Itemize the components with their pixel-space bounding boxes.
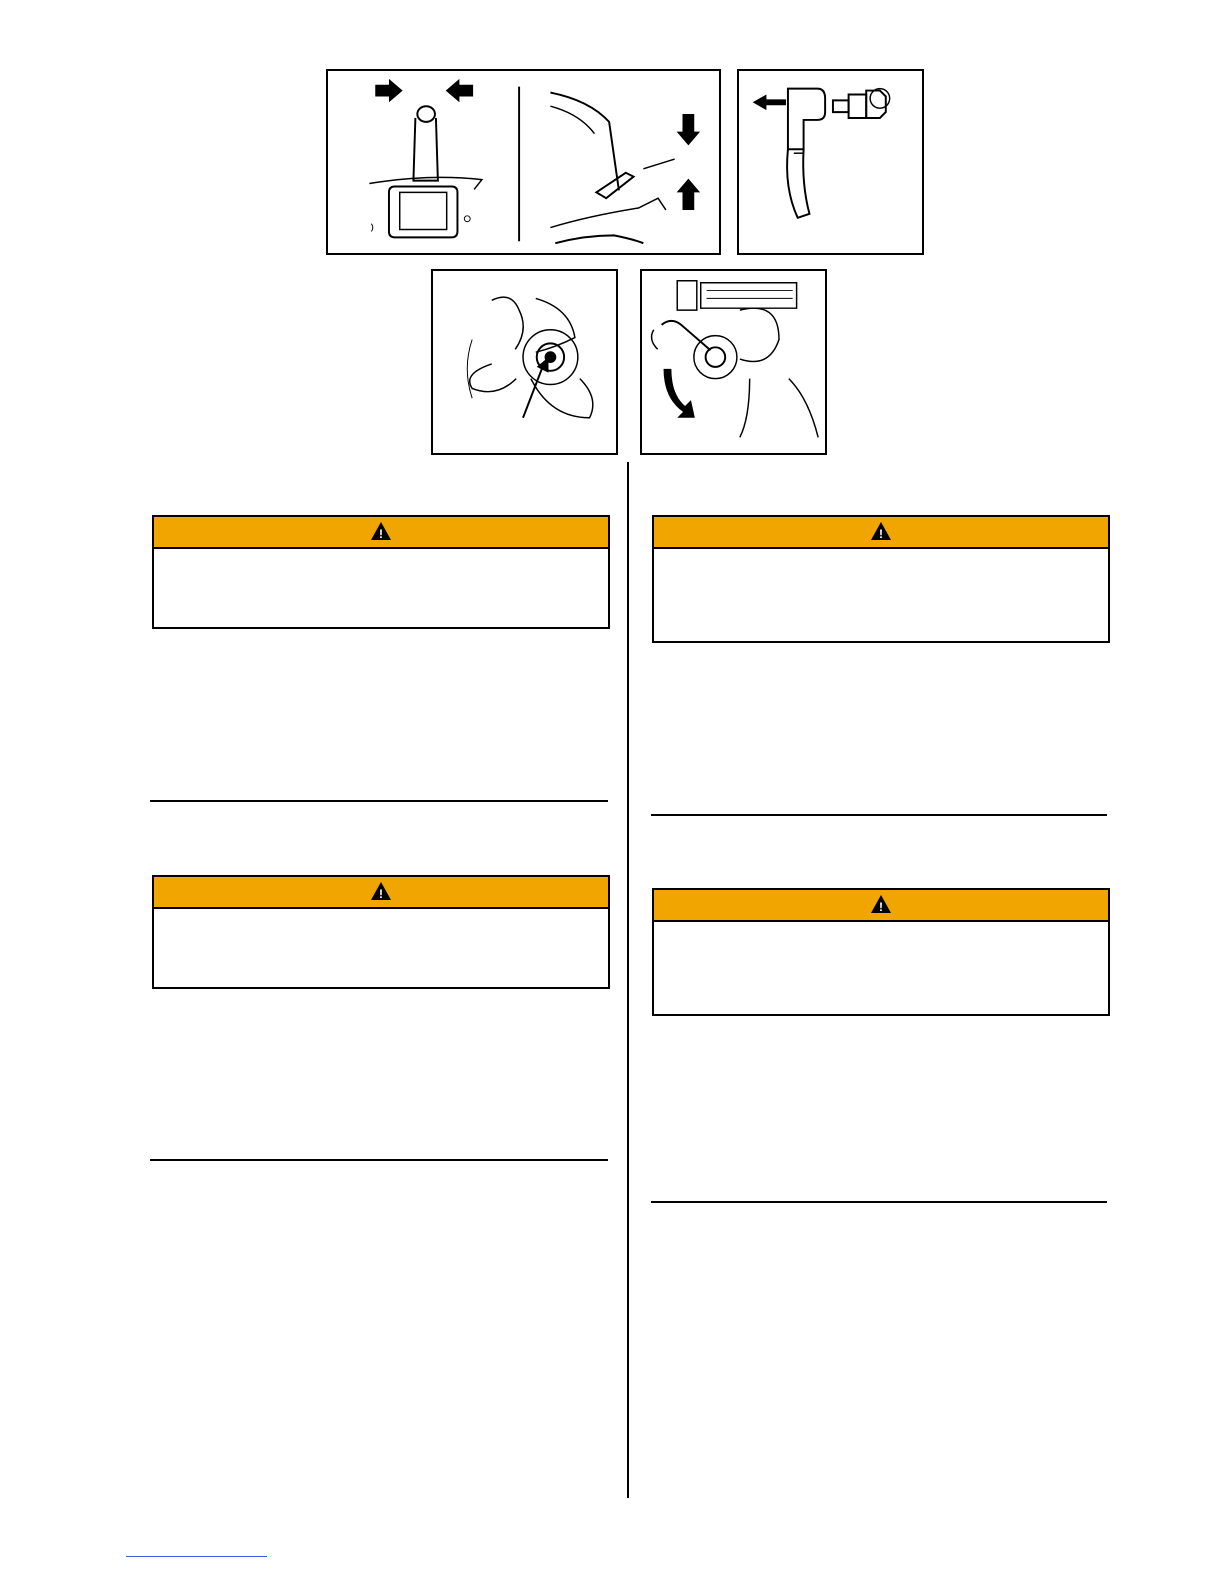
warning-box-left-1 <box>152 515 610 629</box>
section-rule-right-1 <box>651 814 1107 816</box>
warning-triangle-icon <box>870 521 892 541</box>
figure-propeller-nut <box>431 269 618 455</box>
section-rule-left-1 <box>150 800 608 802</box>
section-rule-left-2 <box>150 1159 608 1161</box>
warning-header <box>154 877 608 909</box>
figure-spark-plug-lead <box>737 69 924 255</box>
spark-plug-lead-icon <box>739 71 922 253</box>
warning-header <box>154 517 608 549</box>
section-rule-right-2 <box>651 1201 1107 1203</box>
warning-triangle-icon <box>370 521 392 541</box>
warning-header <box>654 890 1108 922</box>
warning-box-right-1 <box>652 515 1110 643</box>
svg-text:!: ! <box>379 887 383 901</box>
figure-propeller-wrench <box>640 269 827 455</box>
warning-box-right-2 <box>652 888 1110 1016</box>
column-divider <box>627 462 629 1498</box>
svg-text:!: ! <box>879 527 883 541</box>
warning-header <box>654 517 1108 549</box>
warning-triangle-icon <box>870 894 892 914</box>
warning-box-left-2 <box>152 875 610 989</box>
warning-triangle-icon <box>370 881 392 901</box>
tiller-shift-lever-icon <box>328 71 719 253</box>
propeller-nut-icon <box>433 271 616 453</box>
svg-text:!: ! <box>879 900 883 914</box>
propeller-wrench-icon <box>642 271 825 453</box>
figure-tiller-shift-lever <box>326 69 721 255</box>
svg-text:!: ! <box>379 527 383 541</box>
footer-link-underline[interactable] <box>126 1556 267 1557</box>
